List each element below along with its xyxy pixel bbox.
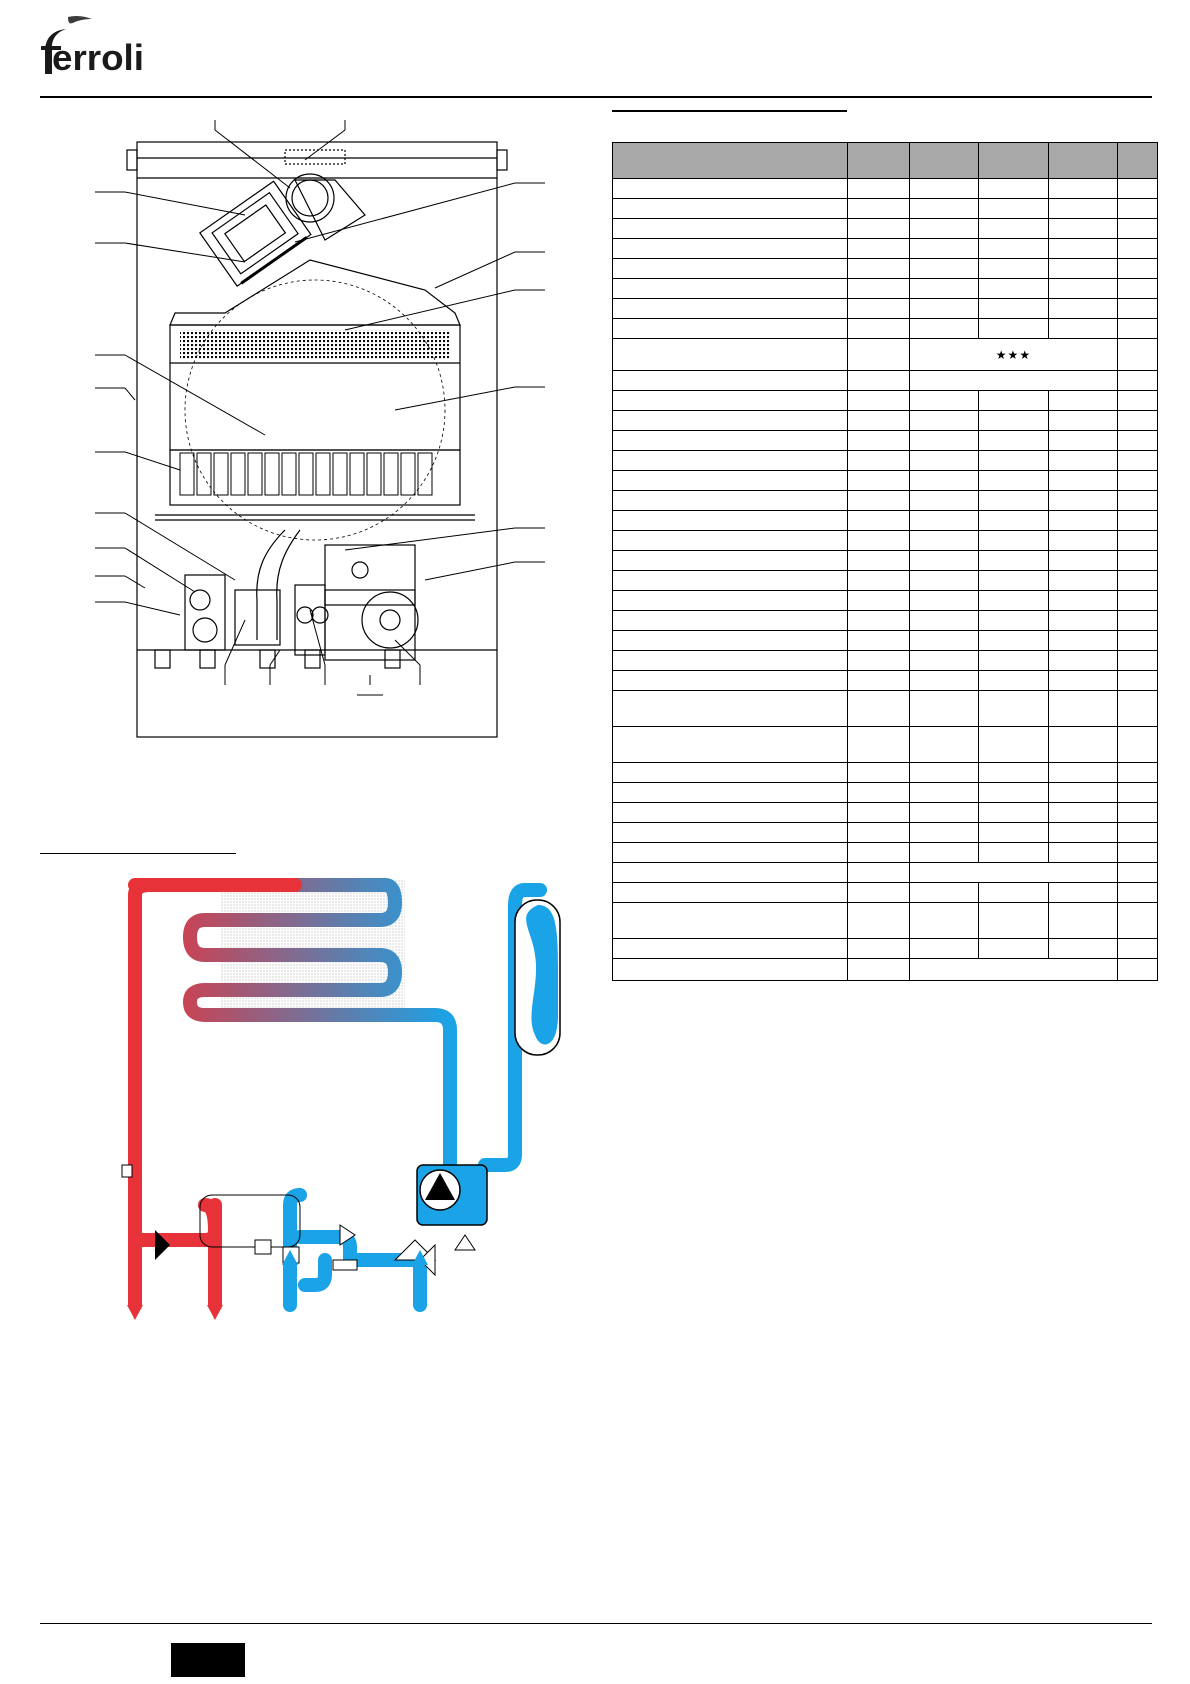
table-row [613, 671, 1158, 691]
star-rating: ★★★ [909, 339, 1117, 371]
table-row [613, 411, 1158, 431]
table-row [613, 319, 1158, 339]
table-row [613, 651, 1158, 671]
table-row [613, 471, 1158, 491]
table-row [613, 959, 1158, 981]
table-row [613, 551, 1158, 571]
table-row [613, 531, 1158, 551]
table-row [613, 199, 1158, 219]
technical-data-table [612, 142, 1158, 981]
table-row-tall [613, 691, 1158, 727]
table-row-tall [613, 903, 1158, 939]
table-header-row [613, 143, 1158, 179]
table-row [613, 511, 1158, 531]
table-row [613, 371, 1158, 391]
table-row [613, 259, 1158, 279]
table-row-star-rating [613, 339, 1158, 371]
page-number-tab [171, 1643, 245, 1677]
table-row [613, 611, 1158, 631]
table-row [613, 883, 1158, 903]
table-row [613, 279, 1158, 299]
hydraulic-circuit-diagram [95, 865, 575, 1325]
table-row [613, 431, 1158, 451]
table-row [613, 299, 1158, 319]
ferroli-logo [38, 14, 148, 74]
table-row [613, 631, 1158, 651]
svg-text:erroli: erroli [52, 37, 144, 74]
table-row [613, 219, 1158, 239]
boiler-cutaway-diagram [95, 120, 545, 760]
table-row [613, 451, 1158, 471]
header-rule [40, 96, 1152, 98]
table-row [613, 863, 1158, 883]
table-row [613, 939, 1158, 959]
table-row [613, 239, 1158, 259]
table-row-tall [613, 727, 1158, 763]
table-row [613, 179, 1158, 199]
table-row [613, 763, 1158, 783]
footer-rule [40, 1623, 1152, 1624]
hydraulic-section-rule [40, 853, 236, 854]
table-heading-rule [612, 110, 847, 112]
table-row [613, 783, 1158, 803]
table-row [613, 591, 1158, 611]
table-row [613, 391, 1158, 411]
table-row [613, 803, 1158, 823]
table-row [613, 843, 1158, 863]
table-row [613, 823, 1158, 843]
table-row [613, 491, 1158, 511]
table-row [613, 571, 1158, 591]
